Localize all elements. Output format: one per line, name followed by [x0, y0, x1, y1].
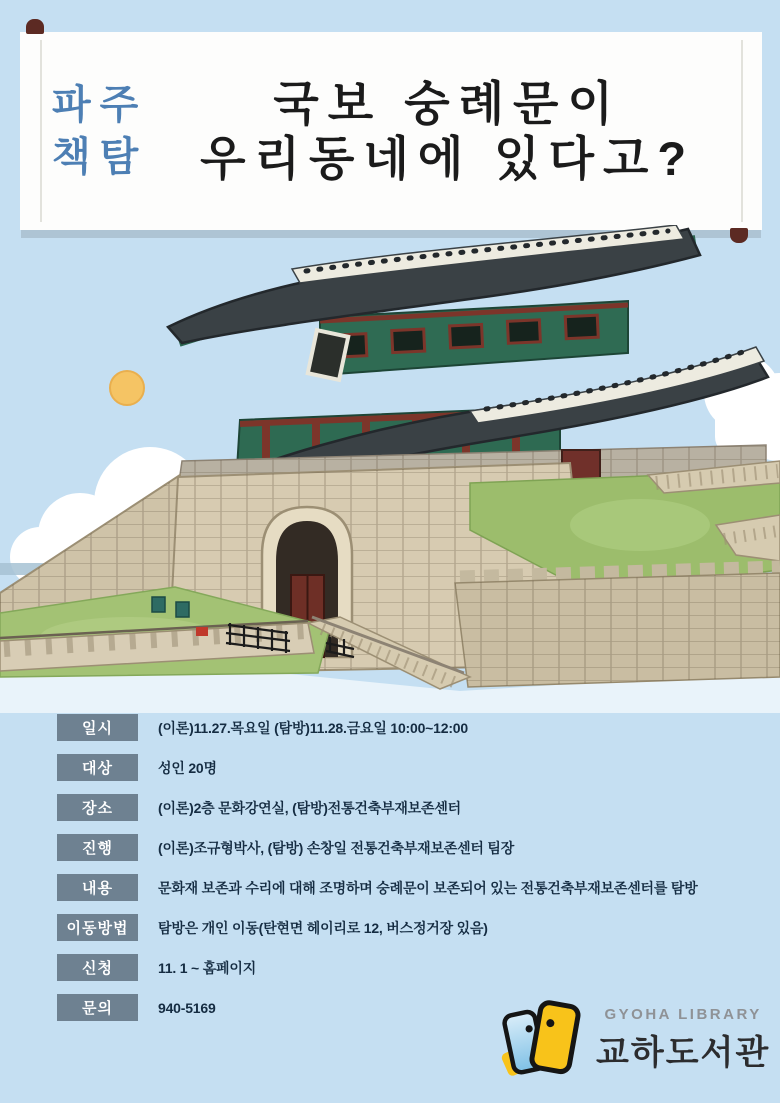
- info-value: (이론)조규형박사, (탐방) 손창일 전통건축부재보존센터 팀장: [158, 839, 515, 856]
- info-row-content: [57, 874, 767, 901]
- sun-icon: [110, 371, 144, 405]
- event-info-list: [57, 714, 767, 1021]
- library-logo: [496, 996, 774, 1084]
- program-tagline: [52, 79, 147, 183]
- title-line1: 국보 숭례문이: [273, 76, 622, 130]
- info-row-host: [57, 834, 767, 861]
- info-value: (이론)2층 문화강연실, (탐방)전통건축부재보존센터: [158, 799, 461, 816]
- info-label: 진행: [57, 834, 138, 861]
- library-books-icon: [496, 997, 588, 1083]
- info-value: 탐방은 개인 이동(탄현면 헤이리로 12, 버스정거장 있음): [158, 919, 488, 936]
- teal-bin: [152, 597, 165, 612]
- tagline-line1: 파주: [52, 83, 148, 127]
- red-box: [196, 627, 208, 636]
- library-name-en: GYOHA LIBRARY: [604, 1006, 762, 1023]
- info-value: 성인 20명: [158, 759, 217, 776]
- info-label: 내용: [57, 874, 138, 901]
- info-row-transport: [57, 914, 767, 941]
- info-label: 장소: [57, 794, 138, 821]
- info-row-apply: [57, 954, 767, 981]
- banner-hanger-top-left: [26, 19, 44, 34]
- poster-title: [147, 76, 762, 187]
- info-value: (이론)11.27.목요일 (탐방)11.28.금요일 10:00~12:00: [158, 719, 468, 736]
- info-label: 일시: [57, 714, 138, 741]
- title-banner: [20, 32, 762, 230]
- info-value: 940-5169: [158, 999, 216, 1016]
- info-row-target: [57, 754, 767, 781]
- info-label: 신청: [57, 954, 138, 981]
- info-value: 문화재 보존과 수리에 대해 조명하며 숭례문이 보존되어 있는 전통건축부재보존센터를 탐방: [158, 879, 698, 896]
- sungnyemun-illustration: [0, 225, 780, 713]
- title-line2: 우리동네에 있다고?: [200, 132, 696, 185]
- info-label: 대상: [57, 754, 138, 781]
- teal-bin: [176, 602, 189, 617]
- info-label: 문의: [57, 994, 138, 1021]
- gate-plaque: [308, 330, 348, 380]
- info-label: 이동방법: [57, 914, 138, 941]
- info-row-place: [57, 794, 767, 821]
- tagline-line2: 책탐: [52, 135, 148, 179]
- info-value: 11. 1 ~ 홈페이지: [158, 959, 257, 976]
- info-row-datetime: [57, 714, 767, 741]
- library-name-ko: 교하도서관: [596, 1034, 771, 1072]
